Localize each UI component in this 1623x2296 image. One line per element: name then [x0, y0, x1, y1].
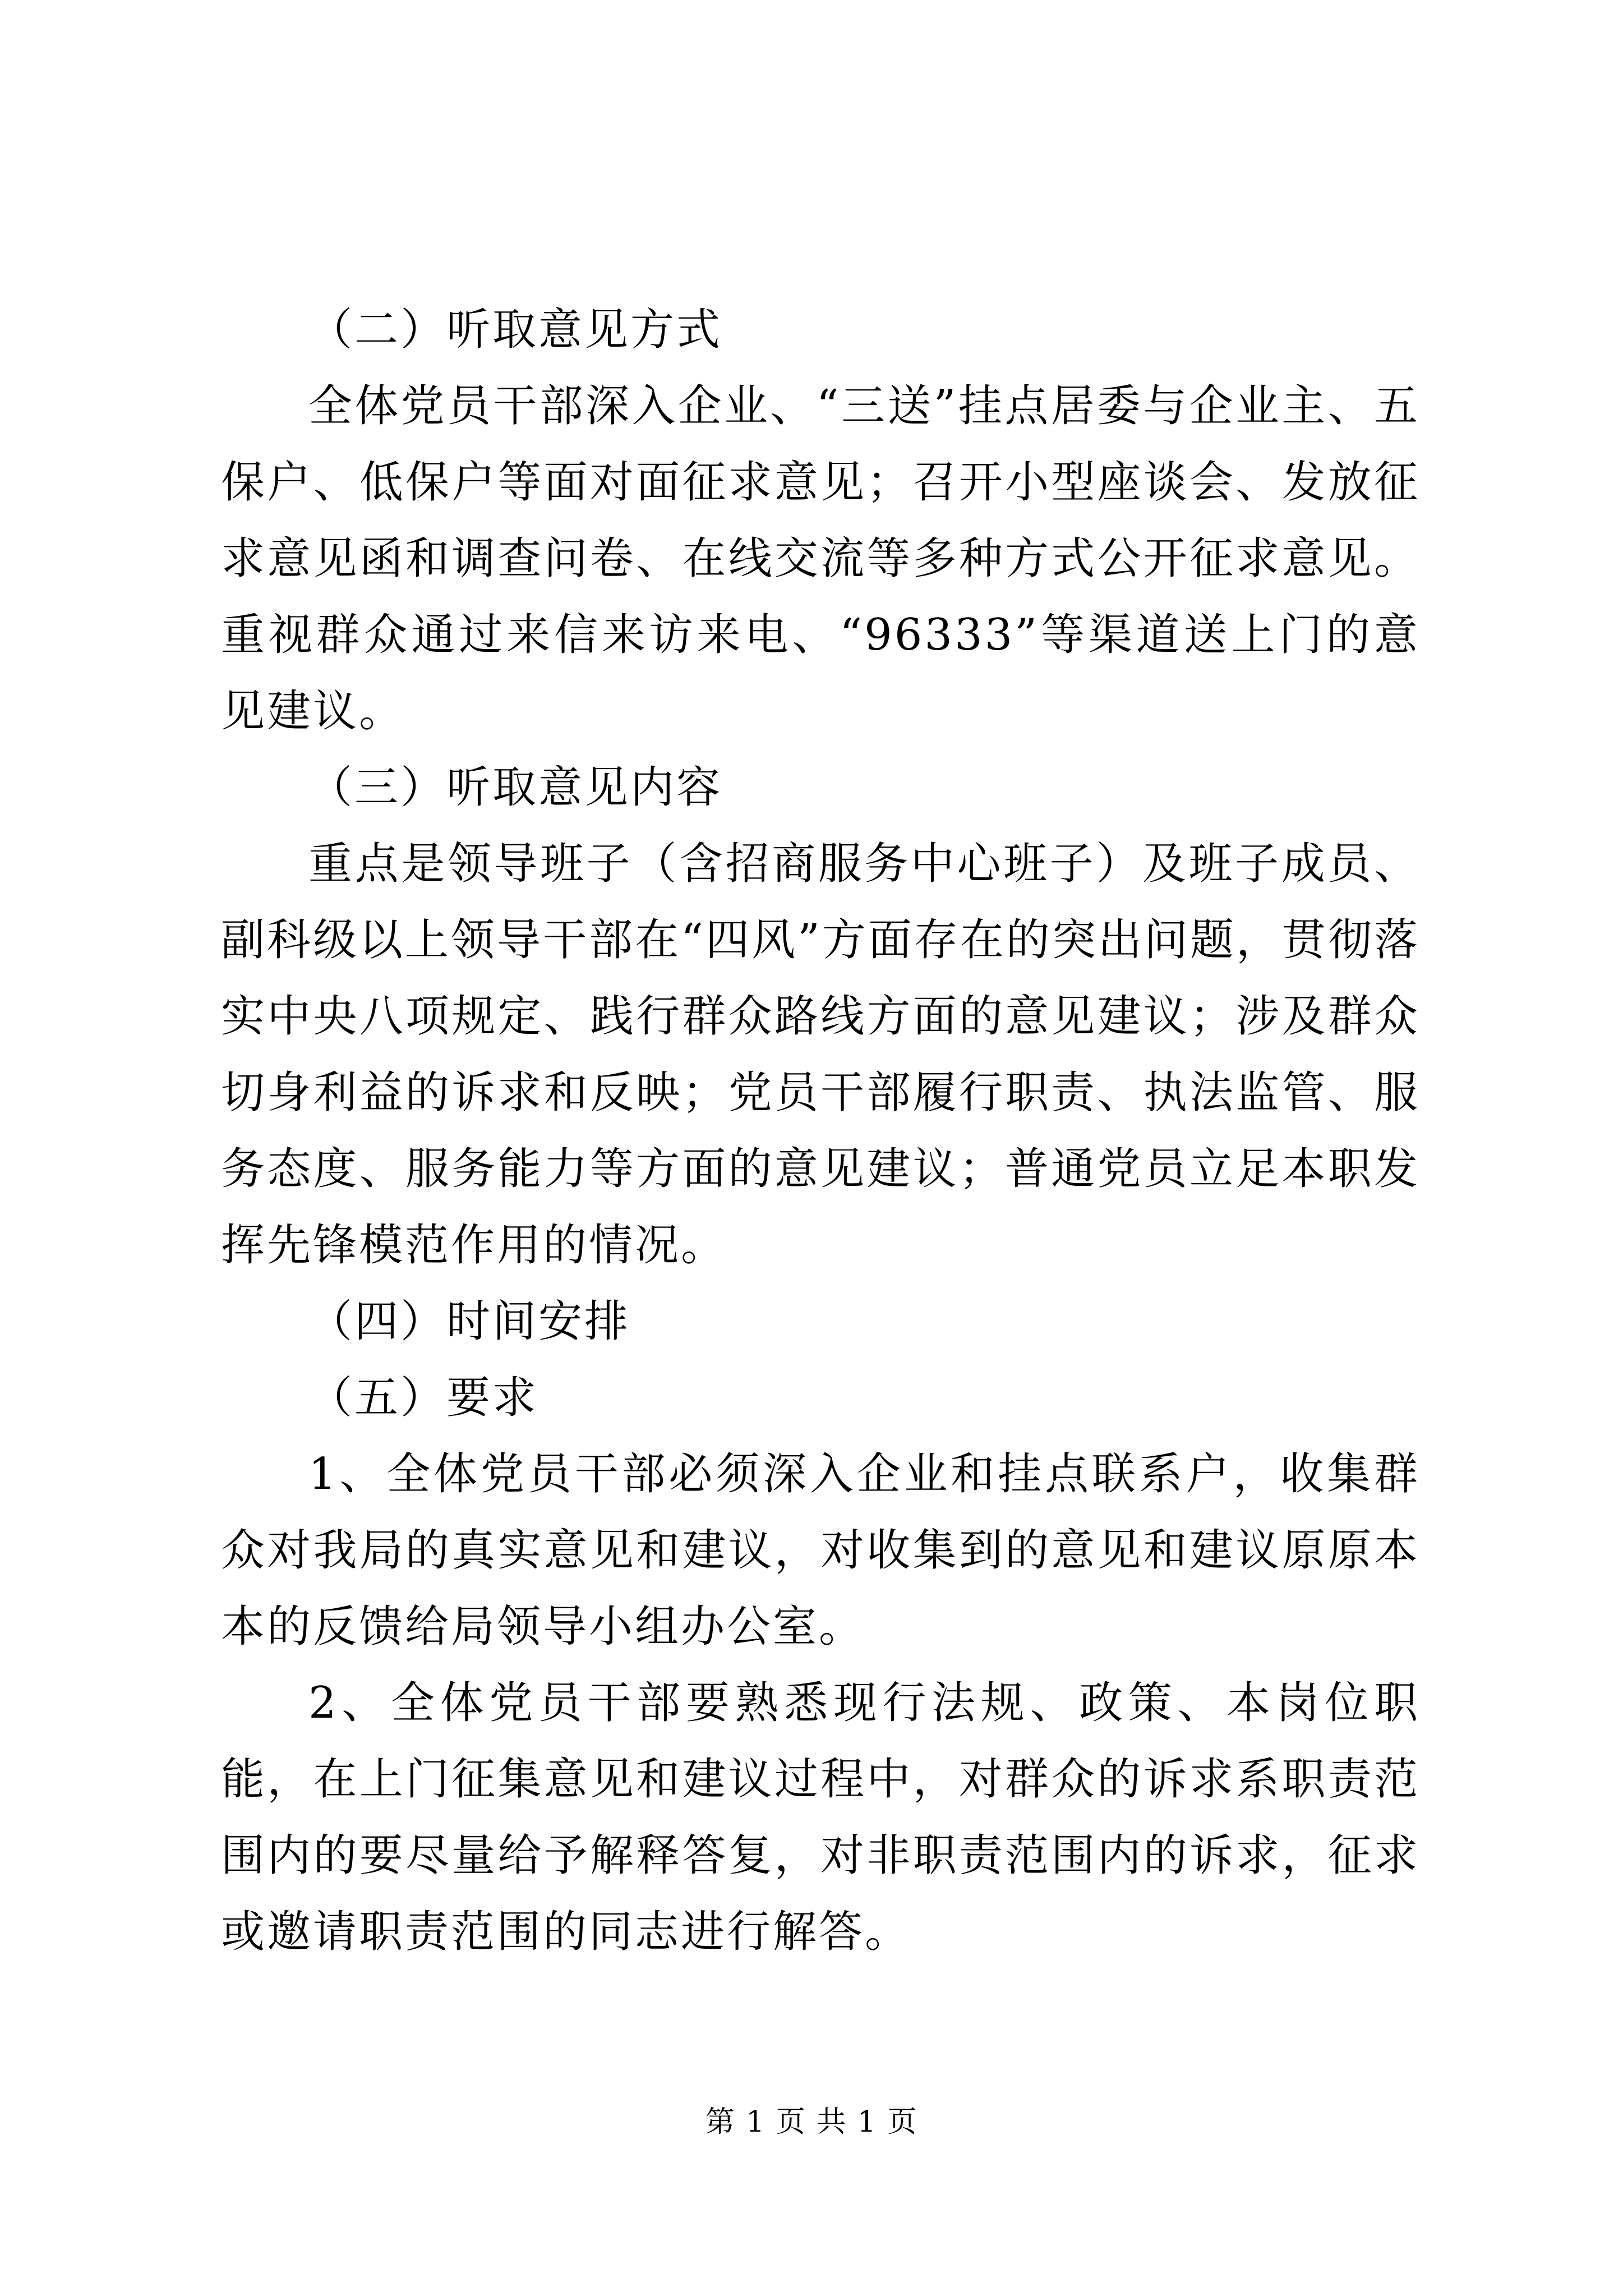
paragraph-requirement-2: 2、全体党员干部要熟悉现行法规、政策、本岗位职能，在上门征集意见和建议过程中，对群众的诉求系职责范围内的要尽量给予解释答复，对非职责范围内的诉求，征求或邀请职责范围的同志进行解答。 [221, 1678, 1420, 1957]
section-heading-listening-method: （二）听取意见方式 [308, 305, 723, 355]
page-footer: 第 1 页 共 1 页 [705, 2105, 918, 2139]
section-heading-schedule: （四）时间安排 [308, 1296, 631, 1347]
paragraph-requirement-1: 1、全体党员干部必须深入企业和挂点联系户，收集群众对我局的真实意见和建议，对收集到的意见和建议原原本本的反馈给局领导小组办公室。 [221, 1449, 1420, 1652]
section-heading-listening-content: （三）听取意见内容 [308, 762, 723, 813]
document-body [221, 292, 1420, 1970]
section-heading-requirements: （五）要求 [308, 1373, 539, 1423]
paragraph-listening-content: 重点是领导班子（含招商服务中心班子）及班子成员、副科级以上领导干部在“四风”方面存在的突出问题，贯彻落实中央八项规定、践行群众路线方面的意见建议；涉及群众切身利益的诉求和反映；党员干部履行职责、执法监管、服务态度、服务能力等方面的意见建议；普通党员立足本职发挥先锋模范作用的情况。 [221, 839, 1420, 1271]
paragraph-listening-method: 全体党员干部深入企业、“三送”挂点居委与企业主、五保户、低保户等面对面征求意见；召开小型座谈会、发放征求意见函和调查问卷、在线交流等多种方式公开征求意见。重视群众通过来信来访来电、“96333”等渠道送上门的意见建议。 [221, 381, 1420, 737]
